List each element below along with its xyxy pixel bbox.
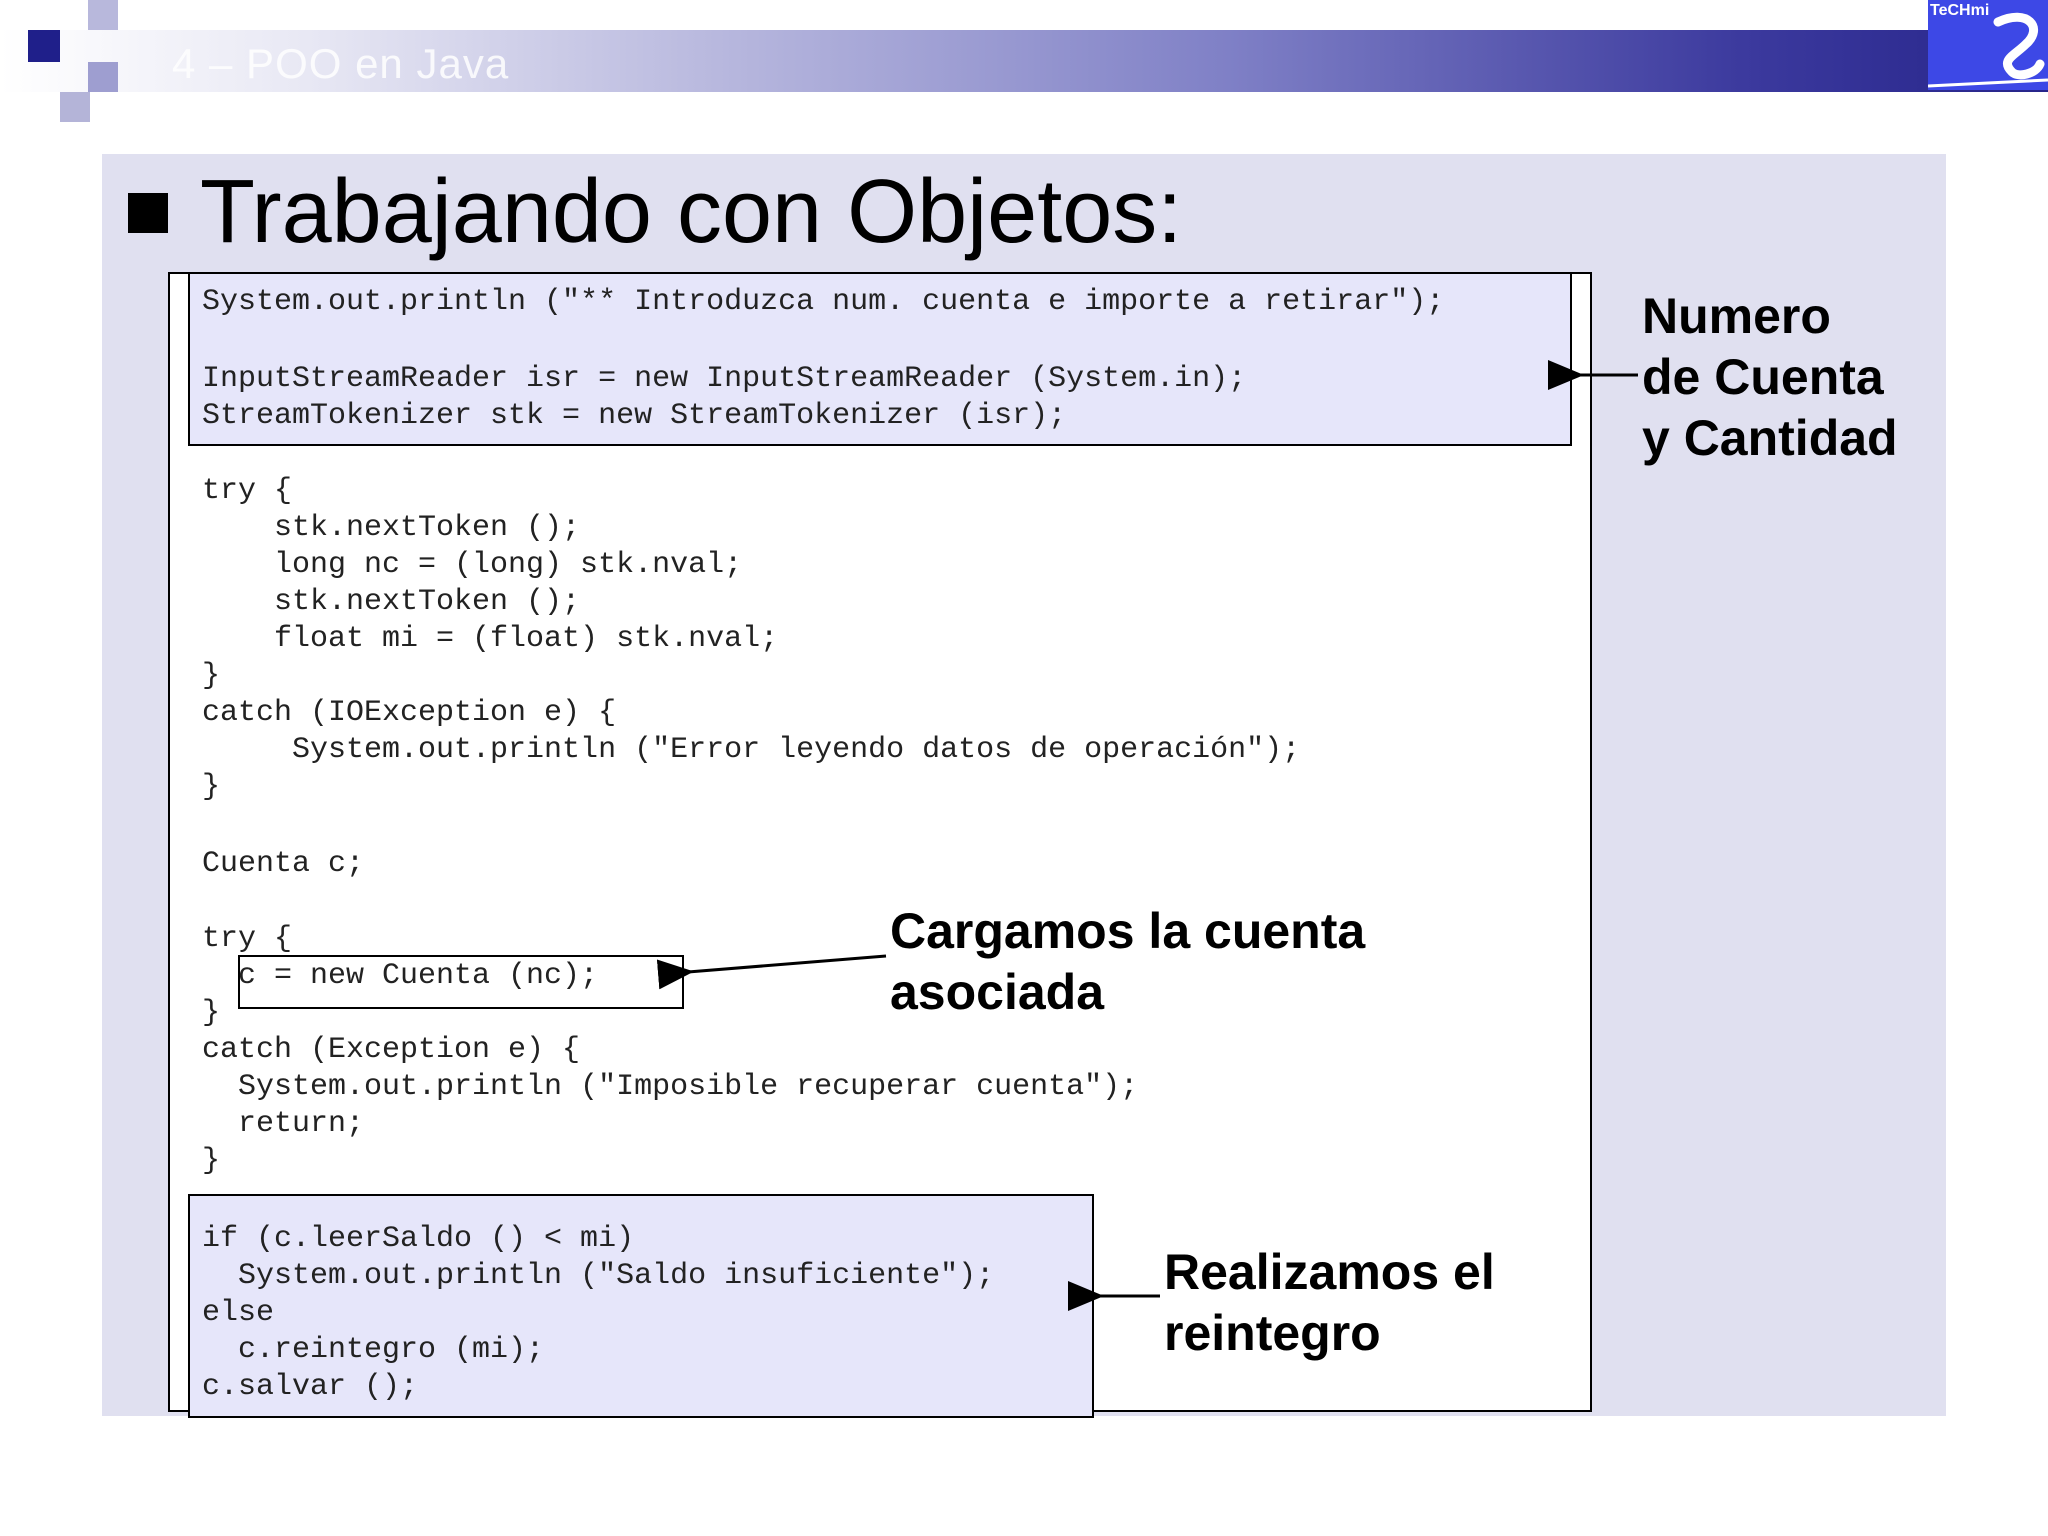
code-line: } (202, 1144, 221, 1178)
code-line: StreamTokenizer stk = new StreamTokenizer (isr); (202, 399, 1067, 433)
code-line: try { (202, 922, 293, 956)
code-line: } (202, 996, 221, 1030)
code-line: if (c.leerSaldo () < mi) (202, 1222, 635, 1256)
code-line: else (202, 1296, 275, 1330)
code-line: catch (Exception e) { (202, 1033, 581, 1067)
code-line: System.out.println ("** Introduzca num. cuenta e importe a retirar"); (202, 285, 1445, 319)
code-line: } (202, 770, 221, 804)
code-line: stk.nextToken (); (202, 511, 581, 545)
code-line: c.reintegro (mi); (202, 1333, 545, 1367)
code-line: Cuenta c; (202, 847, 365, 881)
code-line: return; (202, 1107, 365, 1141)
annotation-realizamos-line: Realizamos el (1164, 1244, 1495, 1300)
slide-header-title: 4 – POO en Java (172, 40, 510, 87)
code-line: System.out.println ("Error leyendo datos de operación"); (202, 733, 1301, 767)
code-line: try { (202, 474, 293, 508)
code-line: c = new Cuenta (nc); (202, 959, 599, 993)
annotation-numero-line: de Cuenta (1642, 349, 1884, 405)
code-line: float mi = (float) stk.nval; (202, 622, 779, 656)
code-line: long nc = (long) stk.nval; (202, 548, 743, 582)
code-line: stk.nextToken (); (202, 585, 581, 619)
logo-text: TeCHmi (1930, 2, 1990, 19)
annotation-cargamos-line: Cargamos la cuenta (890, 903, 1366, 959)
code-line: } (202, 659, 221, 693)
code-line: InputStreamReader isr = new InputStreamReader (System.in); (202, 362, 1247, 396)
annotation-realizamos-line: reintegro (1164, 1305, 1381, 1361)
code-line: System.out.println ("Imposible recuperar cuenta"); (202, 1070, 1139, 1104)
annotation-numero-line: y Cantidad (1642, 410, 1898, 466)
annotation-numero-line: Numero (1642, 288, 1831, 344)
arrow-cargamos (688, 956, 886, 972)
code-line: c.salvar (); (202, 1370, 419, 1404)
code-line: System.out.println ("Saldo insuficiente"); (202, 1259, 995, 1293)
slide-title: Trabajando con Objetos: (200, 162, 1183, 262)
annotation-cargamos-line: asociada (890, 964, 1105, 1020)
code-line: catch (IOException e) { (202, 696, 617, 730)
